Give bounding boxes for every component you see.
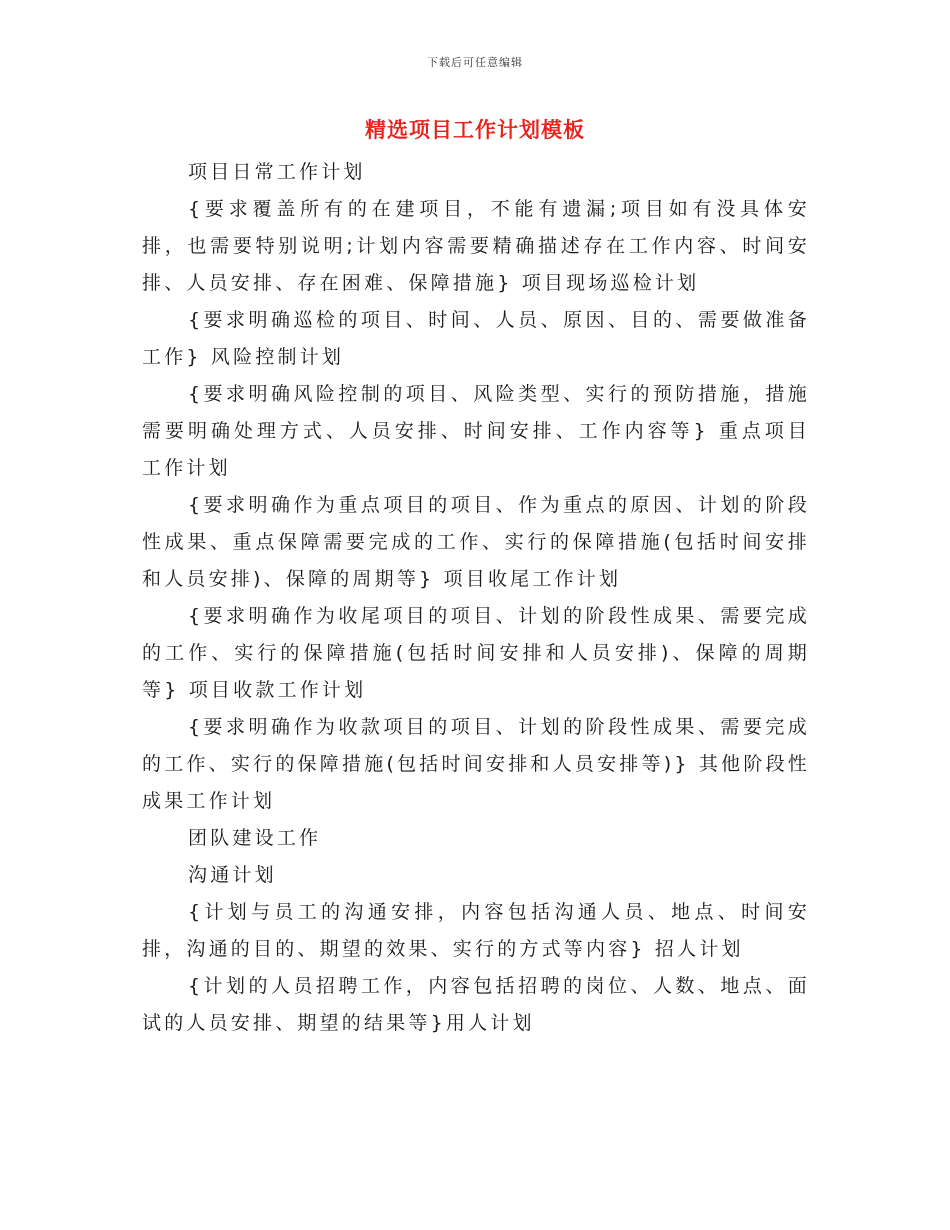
paragraph-recruitment-detail: {计划的人员招聘工作，内容包括招聘的岗位、人数、地点、面试的人员安排、期望的结果等}用人计划	[142, 975, 810, 1034]
paragraph-team-building: 团队建设工作	[188, 827, 322, 849]
paragraph-risk-plan: {要求明确风险控制的项目、风险类型、实行的预防措施，措施需要明确处理方式、人员安排、时间安排、工作内容等} 重点项目工作计划	[142, 383, 810, 479]
page-header: 下载后可任意编辑	[427, 56, 523, 69]
paragraph-closing-plan: {要求明确作为收尾项目的项目、计划的阶段性成果、需要完成的工作、实行的保障措施(包括时间安排和人员安排)、保障的周期等} 项目收款工作计划	[142, 605, 810, 701]
paragraph-collection-plan: {要求明确作为收款项目的项目、计划的阶段性成果、需要完成的工作、实行的保障措施(包括时间安排和人员安排等)} 其他阶段性成果工作计划	[142, 716, 810, 812]
document-body	[142, 154, 810, 1042]
paragraph-key-project-plan: {要求明确作为重点项目的项目、作为重点的原因、计划的阶段性成果、重点保障需要完成的工作、实行的保障措施(包括时间安排和人员安排)、保障的周期等} 项目收尾工作计划	[142, 494, 810, 590]
document-title: 精选项目工作计划模板	[365, 118, 585, 142]
paragraph-daily-plan-detail: {要求覆盖所有的在建项目，不能有遗漏;项目如有没具体安排，也需要特别说明;计划内容需要精确描述存在工作内容、时间安排、人员安排、存在困难、保障措施} 项目现场巡检计划	[142, 198, 810, 294]
paragraph-communication-plan: 沟通计划	[188, 864, 277, 886]
paragraph-communication-detail: {计划与员工的沟通安排，内容包括沟通人员、地点、时间安排，沟通的目的、期望的效果、实行的方式等内容} 招人计划	[142, 901, 810, 960]
paragraph-daily-plan: 项目日常工作计划	[188, 161, 366, 183]
paragraph-inspection-plan: {要求明确巡检的项目、时间、人员、原因、目的、需要做准备工作} 风险控制计划	[142, 309, 810, 368]
